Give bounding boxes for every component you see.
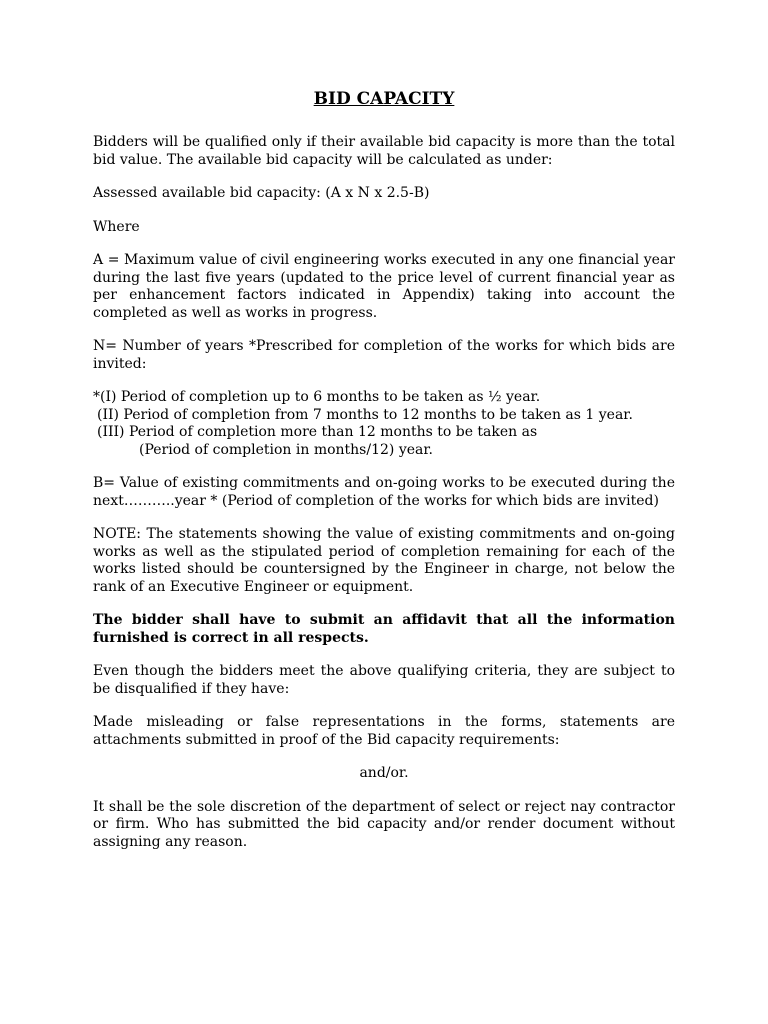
affidavit-paragraph: The bidder shall have to submit an affidavit that all the information furnished is correct in all respects.: [93, 612, 675, 646]
formula-paragraph: Assessed available bid capacity: (A x N x 2.5-B): [93, 185, 430, 201]
definition-a: A = Maximum value of civil engineering works executed in any one financial year during the last five years (updated to the price level of current financial year as per enhancement factors indicated in Appendix) taking into account the completed as well as works in progress.: [93, 252, 675, 321]
document-title: BID CAPACITY: [313, 89, 455, 109]
andor-line: and/or.: [359, 765, 409, 781]
misleading-paragraph: Made misleading or false representations in the forms, statements are attachments submitted in proof of the Bid capacity requirements:: [93, 714, 675, 748]
definition-n: N= Number of years *Prescribed for completion of the works for which bids are invited:: [93, 338, 675, 372]
period-item: (III) Period of completion more than 12 months to be taken as: [97, 424, 538, 440]
period-list: [93, 389, 675, 459]
intro-paragraph: Bidders will be qualified only if their available bid capacity is more than the total bid value. The available bid capacity will be calculated as under:: [93, 134, 675, 168]
period-item: *(I) Period of completion up to 6 months to be taken as ½ year.: [93, 389, 541, 405]
discretion-paragraph: It shall be the sole discretion of the department of select or reject nay contractor or firm. Who has submitted the bid capacity and/or render document without assigning any reason.: [93, 798, 675, 850]
disqualify-paragraph: Even though the bidders meet the above qualifying criteria, they are subject to be disqualified if they have:: [93, 663, 675, 697]
period-item: (II) Period of completion from 7 months to 12 months to be taken as 1 year.: [97, 406, 633, 423]
definition-b: B= Value of existing commitments and on-going works to be executed during the next………..year * (Period of completion of the works for which bids are invited): [93, 475, 675, 509]
note-paragraph: NOTE: The statements showing the value of existing commitments and on-going works as well as the stipulated period of completion remaining for each of the works listed should be countersigned by the Engineer in charge, not below the rank of an Executive Engineer or equipment.: [93, 526, 675, 595]
where-label: Where: [93, 218, 140, 235]
document-page: [93, 88, 675, 867]
period-item: (Period of completion in months/12) year.: [139, 441, 433, 458]
